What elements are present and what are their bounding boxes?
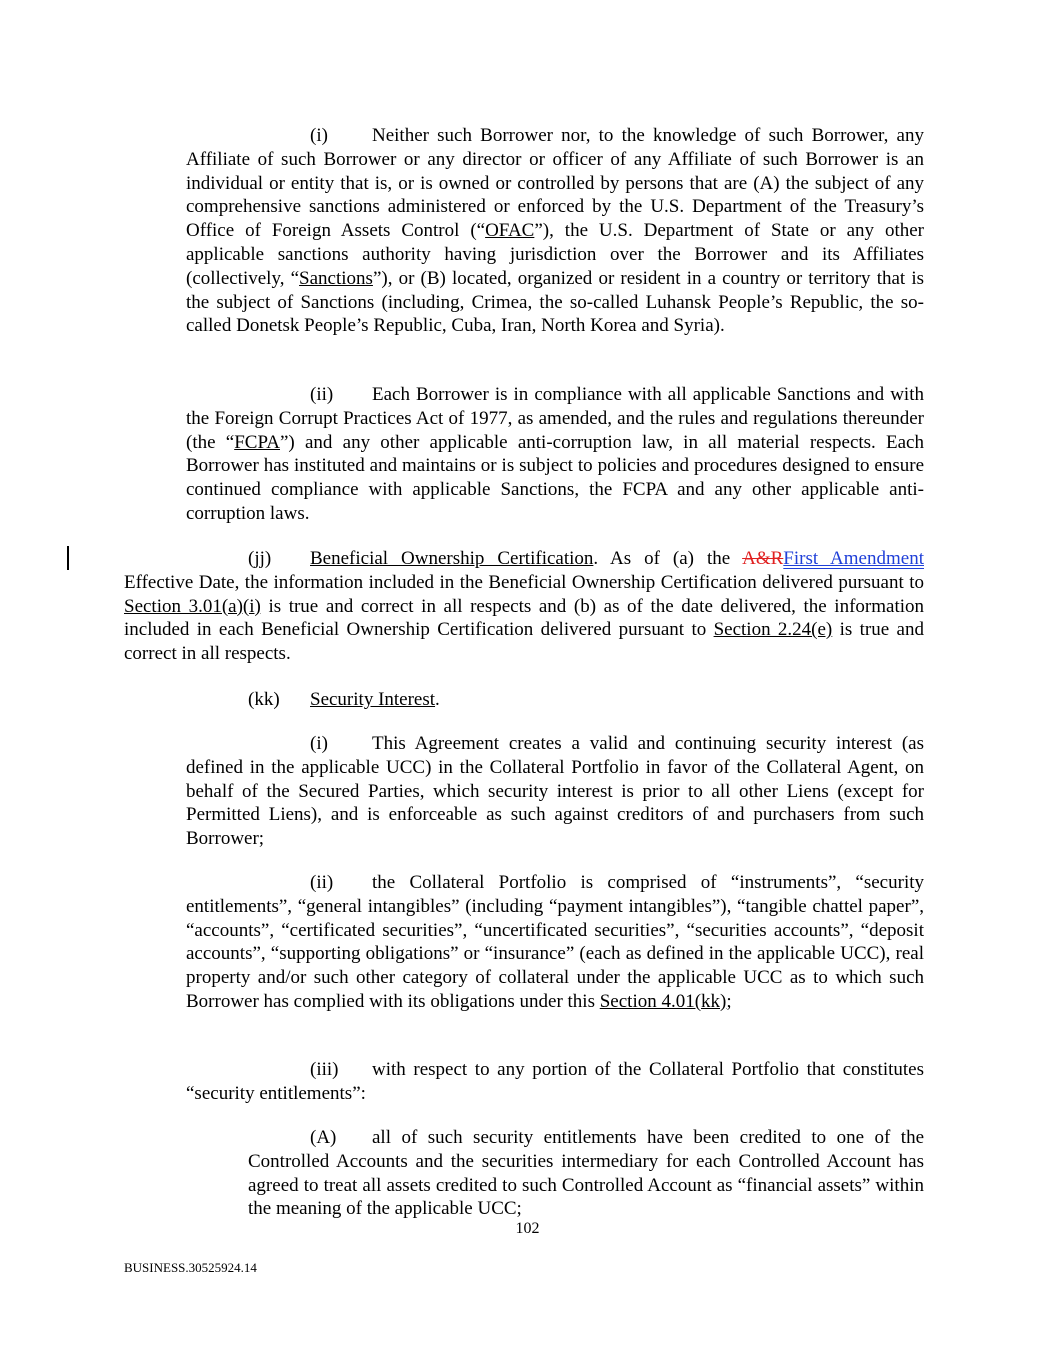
defined-term-sanctions: Sanctions xyxy=(299,267,373,289)
paragraph-A: (A) all of such security entitlements have been credited to one of the Controlled Accounts and the securities intermediary for each Controlled Account has agreed to treat all assets credited to such Controlled Account as “financial assets” within the meaning of the applicable UCC; xyxy=(248,1127,924,1220)
clause-label: (A) xyxy=(310,1127,337,1148)
paragraph-ii-fcpa: (ii) Each Borrower is in compliance with all applicable Sanctions and with the Foreign Corrupt Practices Act of 1977, as amended, and the rules and regulations thereunder (the “FCPA”) and any other applicable anti-corruption law, in all material respects. Each Borrower has instituted and maintains or is subject to policies and procedures designed to ensure continued compliance with applicable Sanctions, the FCPA and any other applicable anti-corruption laws. xyxy=(186,384,924,524)
section-reference: Section 3.01(a)(i) xyxy=(124,595,261,617)
section-reference: Section 2.24(e) xyxy=(713,619,833,641)
clause-label: (i) xyxy=(310,733,328,754)
paragraph-jj-beneficial-ownership: (jj) Beneficial Ownership Certification. As of (a) the A&RFirst Amendment Effective Date, the information included in the Beneficial Ownership Certification delivered pursuant to Section 3.01(a)(i) is true and correct in all respects and (b) as of the date delivered, the information included in each Beneficial Ownership Certification delivered pursuant to Section 2.24(e) is true and correct in all respects. xyxy=(124,548,924,665)
paragraph-i-sanctions: (i) Neither such Borrower nor, to the knowledge of such Borrower, any Affiliate of such Borrower or any director or officer of any Affiliate of such Borrower is an individual or entity that is, or is owned or controlled by persons that are (A) the subject of any comprehensive sanctions administered or enforced by the U.S. Department of the Treasury’s Office of Foreign Assets Control (“OFAC”), the U.S. Department of State or any other applicable sanctions authority having jurisdiction over the Borrower and its Affiliates (collectively, “Sanctions”), or (B) located, organized or resident in a country or territory that is the subject of Sanctions (including, Crimea, the so-called Luhansk People’s Republic, the so-called Donetsk People’s Republic, Cuba, Iran, North Korea and Syria). xyxy=(186,125,924,337)
deleted-text: A&R xyxy=(742,548,784,569)
clause-label: (i) xyxy=(310,125,328,146)
clause-label: (ii) xyxy=(310,384,334,405)
clause-label: (ii) xyxy=(310,872,334,893)
clause-label: (kk) xyxy=(248,689,280,710)
clause-label: (iii) xyxy=(310,1059,339,1080)
paragraph-kk-security-interest: (kk) Security Interest. xyxy=(248,689,440,710)
defined-term-fcpa: FCPA xyxy=(234,431,280,453)
section-reference: Section 4.01(kk) xyxy=(599,990,727,1012)
document-id: BUSINESS.30525924.14 xyxy=(124,1260,257,1275)
change-bar xyxy=(67,546,69,570)
page-number: 102 xyxy=(515,1220,540,1237)
paragraph-kk-i: (i) This Agreement creates a valid and continuing security interest (as defined in the applicable UCC) in the Collateral Portfolio in favor of the Collateral Agent, on behalf of the Secured Parties, which security interest is prior to all other Liens (except for Permitted Liens), and is enforceable as such against creditors of and purchasers from such Borrower; xyxy=(186,733,924,850)
section-heading: Security Interest xyxy=(310,689,436,710)
paragraph-kk-ii: (ii) the Collateral Portfolio is comprised of “instruments”, “security entitlements”, “general intangibles” (including “payment intangibles”), “tangible chattel paper”, “accounts”, “certificated securities”, “uncertificated securities”, “securities accounts”, “deposit accounts”, “supporting obligations” or “insurance” (each as defined in the applicable UCC), real property and/or such other category of collateral under the applicable UCC as to which such Borrower has complied with its obligations under this Section 4.01(kk); xyxy=(186,872,924,1012)
paragraph-kk-iii: (iii) with respect to any portion of the Collateral Portfolio that constitutes “security entitlements”: xyxy=(186,1059,924,1104)
clause-label: (jj) xyxy=(248,548,272,569)
inserted-text: First Amendment xyxy=(783,548,924,569)
section-heading: Beneficial Ownership Certification xyxy=(310,548,594,569)
defined-term-ofac: OFAC xyxy=(485,220,535,242)
